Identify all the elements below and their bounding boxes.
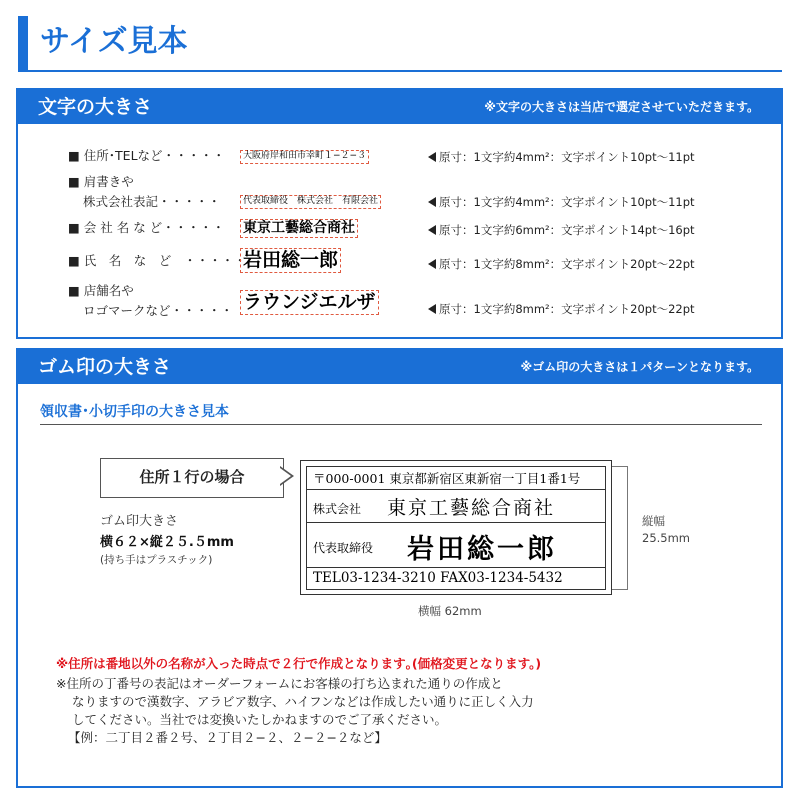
- height-dimension: [642, 513, 690, 547]
- sample-logo: ラウンジエルザ: [240, 290, 379, 315]
- title-underline: [18, 70, 782, 72]
- height-value: 25.5mm: [642, 531, 691, 545]
- warning-note: ※住所は番地以外の名称が入った時点で２行で作成となります｡(価格変更となります。): [56, 656, 542, 671]
- width-dimension: 横幅 62mm: [418, 604, 482, 618]
- row-label-name: ■ 氏 名 な ど ・・・・・: [68, 253, 247, 268]
- height-label: 縦幅: [642, 514, 665, 528]
- stamp-divider: [307, 489, 605, 490]
- sample-name: 岩田総一郎: [240, 248, 341, 273]
- title-accent-bar: [18, 16, 28, 72]
- stamp-subtitle: 領収書･小切手印の大きさ見本: [40, 404, 229, 420]
- note-line-2: なりますので漢数字、アラビア数字、ハイフンなどは作成したい通りに正しく入力: [72, 694, 534, 709]
- stamp-sample: [306, 466, 606, 590]
- note-example: 【例：二丁目２番２号、２丁目２−２、２−２−２など】: [68, 730, 387, 745]
- sample-address: 大阪府岸和田市幸町１−２−３: [240, 150, 369, 164]
- stamp-contact: TEL03-1234-3210 FAX03-1234-5432: [313, 570, 563, 586]
- stamp-divider: [307, 522, 605, 523]
- text-size-header: [18, 90, 781, 124]
- spec-logo: [428, 301, 695, 317]
- spec-name-text: 原寸：1文字約8mm²：文字ポイント20pt〜22pt: [439, 257, 695, 271]
- row-label-logo-line2: ロゴマークなど・・・・・: [83, 303, 234, 318]
- arrow-left-icon: [428, 225, 436, 235]
- callout-pointer-fill: [280, 468, 291, 484]
- spec-logo-text: 原寸：1文字約8mm²：文字ポイント20pt〜22pt: [439, 302, 695, 316]
- row-label-title-line2: 株式会社表記・・・・・: [83, 194, 221, 209]
- arrow-left-icon: [428, 259, 436, 269]
- sample-title: 代表取締役 株式会社 有限会社: [240, 195, 381, 209]
- row-label-address: ■ 住所･TELなど・・・・・: [68, 148, 226, 163]
- spec-company: [428, 222, 695, 238]
- arrow-left-icon: [428, 304, 436, 314]
- arrow-left-icon: [428, 152, 436, 162]
- height-dimension-bracket: [612, 466, 628, 590]
- note-line-3: してください。当社では変換いたしかねますのでご了承ください。: [72, 712, 448, 727]
- spec-title-text: 原寸：1文字約4mm²：文字ポイント10pt〜11pt: [439, 195, 695, 209]
- text-size-title: 文字の大きさ: [38, 96, 153, 118]
- stamp-size-note: ※ゴム印の大きさは１パターンとなります。: [520, 360, 759, 374]
- spec-company-text: 原寸：1文字約6mm²：文字ポイント14pt〜16pt: [439, 223, 695, 237]
- stamp-size-value: 横６２×縦２５.５mm: [100, 535, 234, 550]
- stamp-handle-note: (持ち手はプラスチック): [100, 554, 213, 566]
- row-label-logo-line1: ■ 店舗名や: [68, 283, 134, 298]
- stamp-size-label: ゴム印大きさ: [100, 514, 179, 529]
- stamp-address: 〒000-0001 東京都新宿区東新宿一丁目1番1号: [313, 471, 581, 486]
- row-label-title-line1: ■ 肩書きや: [68, 174, 134, 189]
- spec-title: [428, 194, 695, 210]
- stamp-name: 岩田総一郎: [407, 534, 557, 565]
- text-size-note: ※文字の大きさは当店で選定させていただきます。: [484, 100, 759, 114]
- stamp-size-title: ゴム印の大きさ: [38, 356, 172, 378]
- sample-company: 東京工藝総合商社: [240, 219, 358, 238]
- row-label-company: ■ 会 社 名 な ど・・・・・: [68, 220, 225, 235]
- stamp-size-header: [18, 350, 781, 384]
- stamp-divider: [307, 567, 605, 568]
- spec-name: [428, 256, 695, 272]
- arrow-left-icon: [428, 197, 436, 207]
- callout-text: 住所１行の場合: [139, 468, 245, 486]
- page-title: サイズ見本: [40, 24, 188, 59]
- stamp-company-prefix: 株式会社: [313, 502, 362, 516]
- spec-address-text: 原寸：1文字約4mm²：文字ポイント10pt〜11pt: [439, 150, 695, 164]
- callout-box: [100, 458, 284, 498]
- stamp-company: 東京工藝総合商社: [387, 497, 556, 519]
- stamp-title-label: 代表取締役: [313, 541, 374, 555]
- spec-address: [428, 149, 695, 165]
- note-line-1: ※住所の丁番号の表記はオーダーフォームにお客様の打ち込まれた通りの作成と: [56, 676, 503, 691]
- subtitle-rule: [40, 424, 762, 425]
